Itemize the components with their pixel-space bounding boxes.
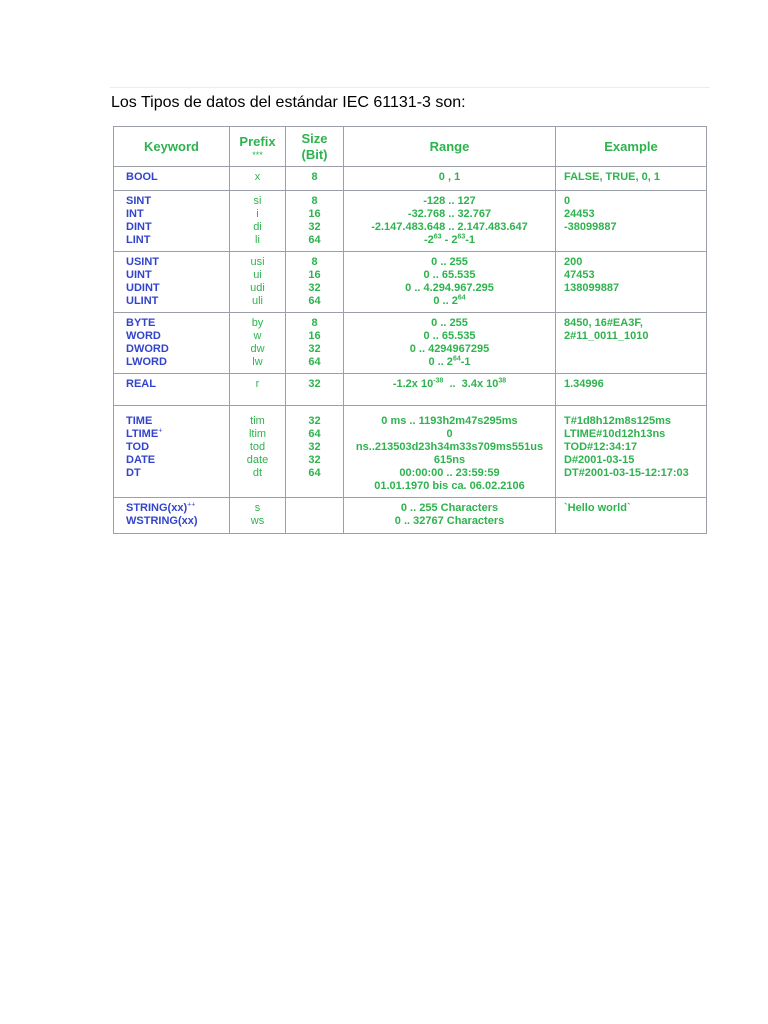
header-example: Example [556,127,707,167]
table-row [114,252,707,313]
size-cell: 8 16 32 64 [286,313,344,374]
page-heading: Los Tipos de datos del estándar IEC 61131-3 son: [111,94,466,111]
table-row [114,313,707,374]
header-keyword: Keyword [114,127,230,167]
keyword-cell: STRING(xx)++ WSTRING(xx) [114,498,230,534]
table-row [114,406,707,498]
example-cell: 200 47453 138099887 [556,252,707,313]
top-divider [110,87,710,88]
table-header-row [114,127,707,167]
prefix-cell: r [230,374,286,406]
size-cell: 32 64 32 32 64 [286,406,344,498]
range-cell: -128 .. 127 -32.768 .. 32.767 -2.147.483.648 .. 2.147.483.647 $-2^{63} - 2^{63}-1$ [344,191,556,252]
lword-range: 0 .. $2^{64}-1$ [428,355,471,368]
table-row [114,374,707,406]
keyword-cell: USINT UINT UDINT ULINT [114,252,230,313]
keyword-cell: BYTE WORD DWORD LWORD [114,313,230,374]
string-mark: ++ [187,501,196,509]
keyword-cell: SINT INT DINT LINT [114,191,230,252]
example-cell: `Hello world` [556,498,707,534]
range-cell: 0 .. 255 0 .. 65.535 0 .. 4.294.967.295 0 .. $2^{64}$ [344,252,556,313]
data-types-table [113,126,707,534]
example-cell: 1.34996 [556,374,707,406]
table-row [114,191,707,252]
keyword-cell: TIME LTIME+ TOD DATE DT [114,406,230,498]
size-cell: 8 16 32 64 [286,191,344,252]
example-cell: T#1d8h12m8s125ms LTIME#10d12h13ns TOD#12:34:17 D#2001-03-15 DT#2001-03-15-12:17:03 [556,406,707,498]
prefix-cell: x [230,167,286,191]
lint-range: $-2^{63} - 2^{63}-1$ [423,233,476,246]
prefix-cell: si i di li [230,191,286,252]
real-range: -1.2x $10^{-38}$ .. 3.4x $10^{38}$ [392,377,507,390]
prefix-cell: by w dw lw [230,313,286,374]
size-cell: 8 16 32 64 [286,252,344,313]
header-prefix: Prefix *** [230,127,286,167]
keyword-cell: BOOL [114,167,230,191]
size-cell: 32 [286,374,344,406]
example-cell: 0 24453 -38099887 [556,191,707,252]
size-cell [286,498,344,534]
example-cell: FALSE, TRUE, 0, 1 [556,167,707,191]
example-cell: 8450, 16#EA3F, 2#11_0011_1010 [556,313,707,374]
prefix-note: *** [252,149,263,160]
size-cell: 8 [286,167,344,191]
prefix-cell: usi ui udi uli [230,252,286,313]
header-range: Range [344,127,556,167]
prefix-cell: tim ltim tod date dt [230,406,286,498]
prefix-cell: s ws [230,498,286,534]
range-cell: 0 ms .. 1193h2m47s295ms 0 ns..213503d23h34m33s709ms551us 615ns 00:00:00 .. 23:59:59 01.01.1970 bis ca. 06.02.2106 [344,406,556,498]
keyword-cell: REAL [114,374,230,406]
ulint-range: 0 .. $2^{64}$ [433,294,466,307]
range-cell [344,374,556,406]
range-cell: 0 .. 255 0 .. 65.535 0 .. 4294967295 0 .. $2^{64}-1$ [344,313,556,374]
header-size: Size (Bit) [286,127,344,167]
table-row [114,498,707,534]
table-row [114,167,707,191]
ltime-mark: + [158,427,163,435]
range-cell: 0 , 1 [344,167,556,191]
range-cell: 0 .. 255 Characters 0 .. 32767 Characters [344,498,556,534]
